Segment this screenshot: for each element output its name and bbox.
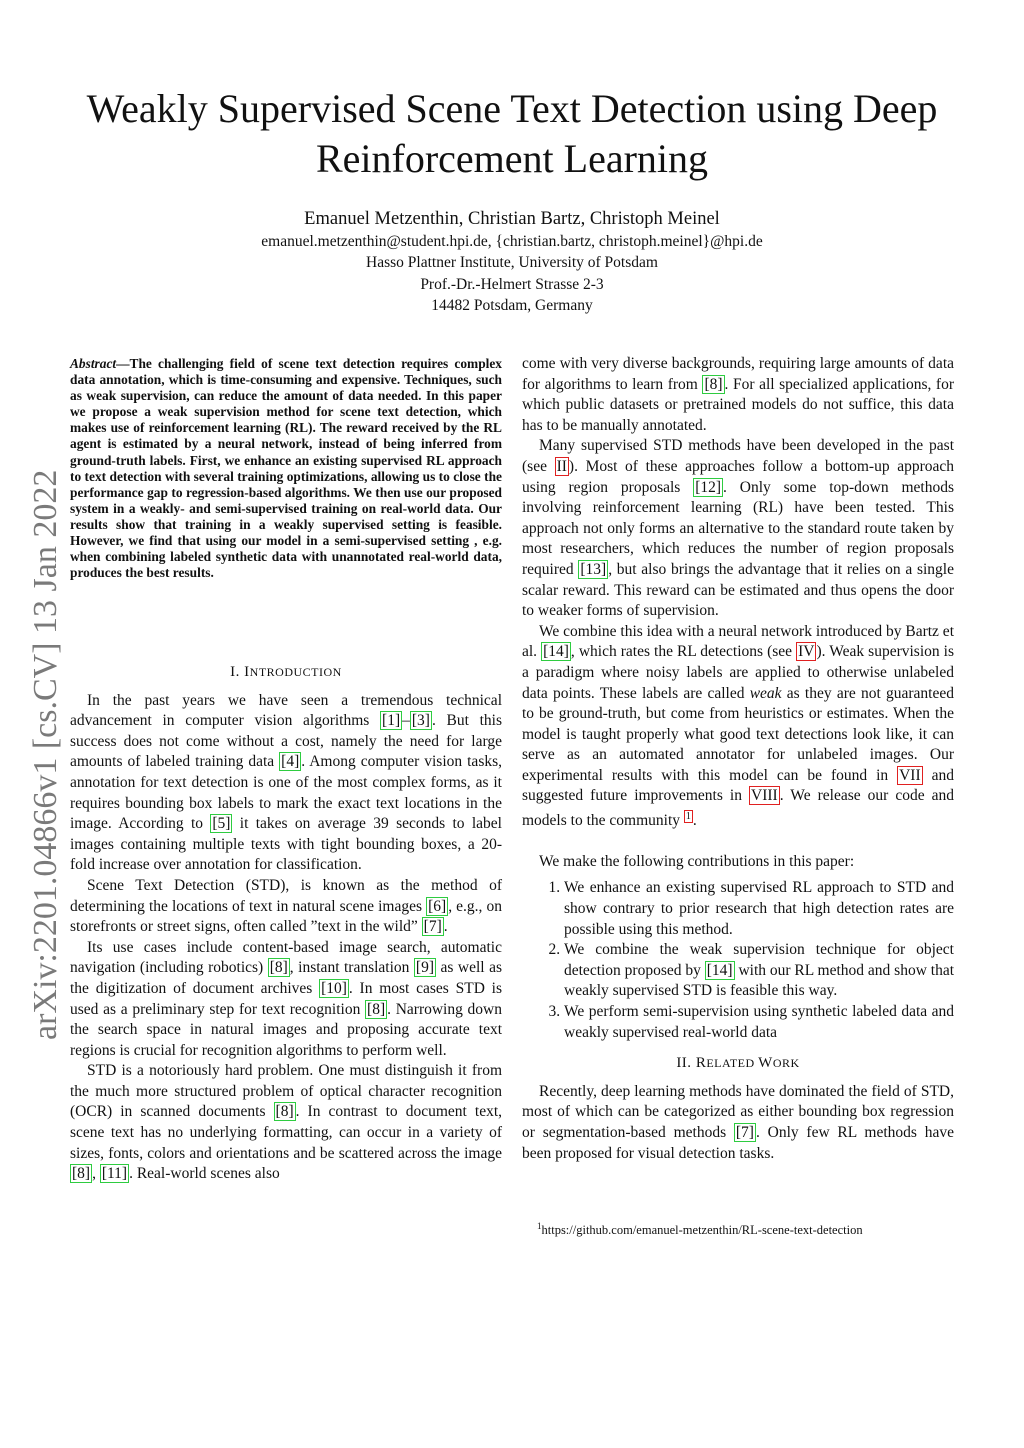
related-paragraph-1: Recently, deep learning methods have dominated the field of STD, most of which can be categorized as either bounding box regression or segmentation-based methods [7] . Only few RL methods have been proposed for visual detection tasks. xyxy=(522,1082,954,1162)
citation-link[interactable]: [11] xyxy=(101,1165,128,1183)
citation-link[interactable]: [13] xyxy=(580,560,607,578)
contribution-item: 1. We enhance an existing supervised RL approach to STD and show contrary to prior research that high detection rates are possible using this method. xyxy=(564,878,954,940)
contribution-item: 2. We combine the weak supervision technique for object detection proposed by [14] with our RL method and show that weakly supervised STD is feasible this way. xyxy=(564,940,954,1002)
arxiv-stamp: arXiv:2201.04866v1 [cs.CV] 13 Jan 2022 xyxy=(27,469,64,1041)
citation-link[interactable]: [8] xyxy=(704,375,723,393)
citation-link[interactable]: [8] xyxy=(269,959,288,977)
section-link[interactable]: VII xyxy=(899,766,921,784)
city: 14482 Potsdam, Germany xyxy=(431,296,593,314)
footnote-link[interactable]: 1 xyxy=(685,811,691,823)
section-heading-related-work: II. RELATED WORK xyxy=(676,1055,800,1072)
citation-link[interactable]: [4] xyxy=(281,753,300,771)
citation-link[interactable]: [6] xyxy=(428,897,447,915)
footnote xyxy=(537,1218,863,1238)
footnote-url[interactable]: https://github.com/emanuel-metzenthin/RL-scene-text-detection xyxy=(541,1223,863,1238)
citation-link[interactable]: [7] xyxy=(423,918,442,936)
section-heading-introduction: I. INTRODUCTION xyxy=(230,664,342,680)
abstract-text: —The challenging field of scene text detection requires complex data annotation, which is time-consuming and expensive. Techniques, such as weak supervision, can reduce the amount of data needed. In this paper we propose a weak supervision method for scene text detection, which makes use of reinforcement learning (RL). The reward received by the RL agent is estimated by a neural network, instead of being inferred from ground-truth labels. First, we enhance an existing supervised RL approach to text detection with several training optimizations, allowing us to close the performance gap to regression-based algorithms. We then use our proposed system in a weakly- and semi-supervised training on real-world data. Our results show that training in a weakly supervised setting is feasible. However, we find that using our model in a semi-supervised setting , e.g. when combining labeled synthetic data with unannotated real-world data, produces the best results. xyxy=(70,356,502,581)
institute: Hasso Plattner Institute, University of Potsdam xyxy=(366,254,658,272)
citation-link[interactable]: [9] xyxy=(415,959,434,977)
abstract xyxy=(70,356,502,581)
paper-title: Weakly Supervised Scene Text Detection using Deep Reinforcement Learning xyxy=(86,86,938,181)
citation-link[interactable]: [1] xyxy=(382,712,401,730)
section-link[interactable]: IV xyxy=(798,643,815,661)
street: Prof.-Dr.-Helmert Strasse 2-3 xyxy=(420,275,604,293)
intro-paragraph-1: In the past years we have seen a tremendous technical advancement in computer vision algorithms [1] – [3] . But this success does not come without a cost, namely the need for large amounts of labeled training data [4] . Among computer vision tasks, annotation for text detection is one of the most complex forms, as it requires bounding box labels to mark the exact text locations in the image. According to [5] it takes on average 39 seconds to label images containing multiple texts with tight bounding boxes, a 20-fold increase over annotation for classification. xyxy=(70,691,503,874)
citation-link[interactable]: [14] xyxy=(706,961,733,979)
citation-link[interactable]: [7] xyxy=(735,1123,754,1141)
right-paragraph-3: We combine this idea with a neural network introduced by Bartz et al. [14] , which rates the RL detections (see IV ). Weak supervision is a paradigm where noisy labels are applied to otherwise unlabeled data points. These labels are called weak as they are not guaranteed to be ground-truth, but come from heuristics or estimates. When the model is taught properly what good text detections look like, it can serve as an automated annotator for unlabeled images. Our experimental results with this model can be found in VII and suggested future improvements in VIII . We release our code and models to the community $^1$ . xyxy=(522,622,955,830)
right-paragraph-2: Many supervised STD methods have been developed in the past (see II ). Most of these approaches follow a bottom-up approach using region proposals [12] . Only some top-down methods involving reinforcement learning (RL) have been tested. This approach not only forms an alternative to the standard route taken by most researchers, which reduces the number of region proposals required [13] , but also brings the advantage that it relies on a single scalar reward. This reward can be estimated and thus opens the door to weaker forms of supervision. xyxy=(522,437,954,620)
intro-paragraph-4: STD is a notoriously hard problem. One must distinguish it from the much more structured problem of optical character recognition (OCR) in scanned documents [8] . In contrast to document text, scene text has no underlying formatting, can occur in a variety of sizes, fonts, colors and orientations and be scattered across the image [8] , [11] . Real-world scenes also xyxy=(70,1062,503,1183)
citation-link[interactable]: [5] xyxy=(212,815,231,833)
authors: Emanuel Metzenthin, Christian Bartz, Christoph Meinel xyxy=(304,209,720,229)
intro-paragraph-3: Its use cases include content-based image search, automatic navigation (including robotics) [8] , instant translation [9] as well as the digitization of document archives [10] . In most cases STD is used as a preliminary step for text recognition [8] . Narrowing down the search space in natural images and proposing accurate text regions is crucial for recognition algorithms to perform well. xyxy=(70,938,503,1059)
right-column xyxy=(522,354,954,1164)
citation-link[interactable]: [8] xyxy=(367,1000,386,1018)
contribution-item: 3. We perform semi-supervision using synthetic labeled data and weakly supervised real-world data xyxy=(564,1002,954,1043)
citation-link[interactable]: [8] xyxy=(72,1165,91,1183)
citation-link[interactable]: [3] xyxy=(411,712,430,730)
citation-link[interactable]: [8] xyxy=(275,1103,294,1121)
right-paragraph-1: come with very diverse backgrounds, requiring large amounts of data for algorithms to learn from [8] . For all specialized applications, for which public datasets or pretrained models do not suffice, this data has to be manually annotated. xyxy=(522,355,954,434)
left-column xyxy=(70,648,502,1185)
citation-link[interactable]: [14] xyxy=(543,643,569,661)
footnote-mark: 1 xyxy=(537,1221,542,1231)
contributions-list xyxy=(522,878,954,1043)
abstract-lead: Abstract xyxy=(70,356,117,371)
section-link[interactable]: II xyxy=(556,457,567,475)
emails[interactable]: emanuel.metzenthin@student.hpi.de, {christian.bartz, christoph.meinel}@hpi.de xyxy=(261,233,763,250)
contributions-intro: We make the following contributions in this paper: xyxy=(539,852,855,870)
affiliation-block xyxy=(100,231,924,316)
section-link[interactable]: VIII xyxy=(751,787,778,805)
citation-link[interactable]: [12] xyxy=(695,478,722,496)
citation-link[interactable]: [10] xyxy=(321,979,347,997)
intro-paragraph-2: Scene Text Detection (STD), is known as the method of determining the locations of text in natural scene images [6] , e.g., on storefronts or street signs, often called ”text in the wild” [7] . xyxy=(70,876,502,936)
